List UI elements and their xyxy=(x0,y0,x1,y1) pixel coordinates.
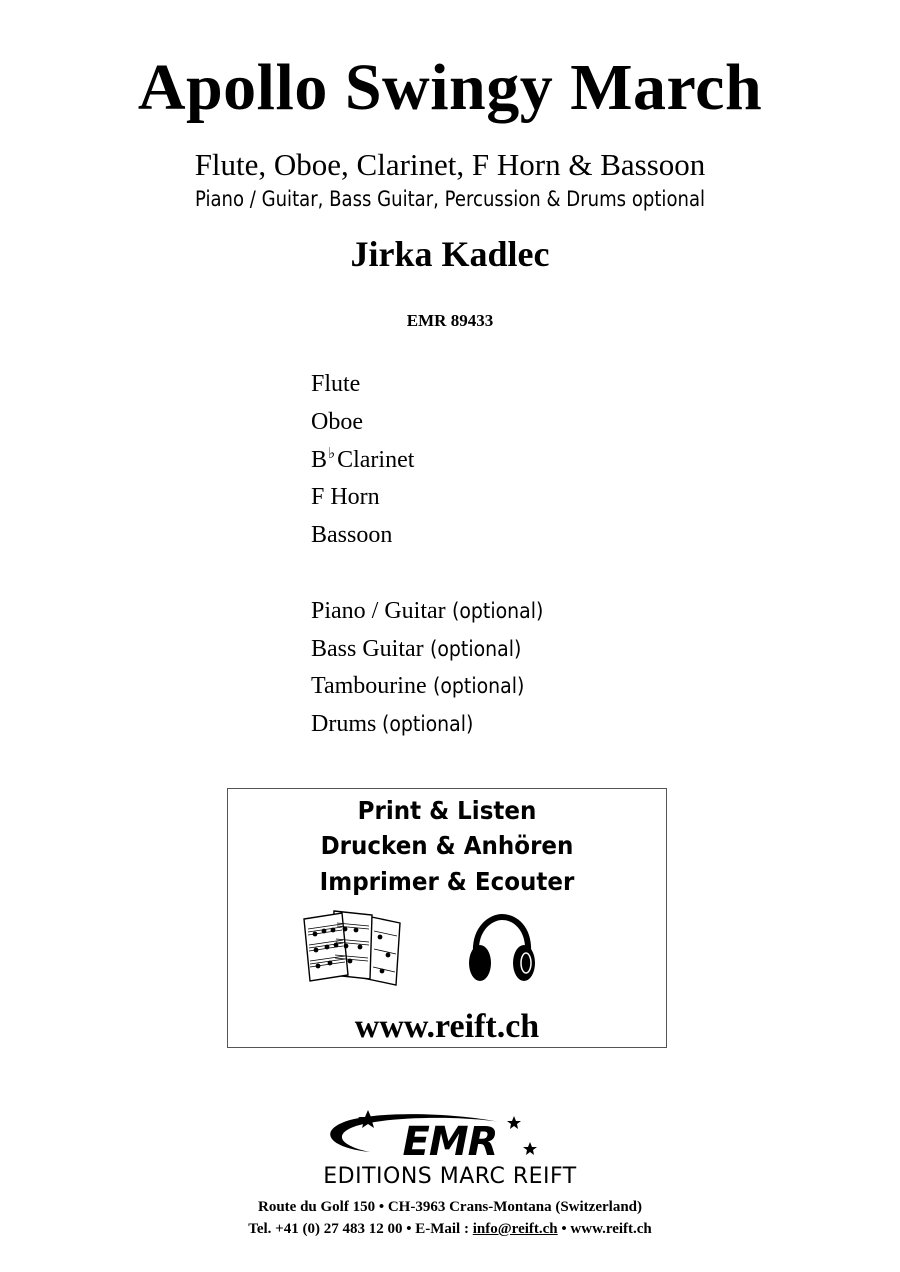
headphones-icon xyxy=(466,913,538,989)
part-item: Flute xyxy=(311,371,361,397)
part-item: Bassoon xyxy=(311,522,393,549)
optional-part-item: Drums (optional) xyxy=(311,711,474,738)
part-item: Oboe xyxy=(311,408,363,435)
publisher-contact: Tel. +41 (0) 27 483 12 00 • E-Mail : info@reift.ch • www.reift.ch xyxy=(248,1221,652,1237)
publisher-website[interactable]: www.reift.ch xyxy=(570,1221,652,1237)
publisher-logo xyxy=(250,1108,650,1192)
part-item: F Horn xyxy=(311,484,380,511)
optional-part-item: Piano / Guitar (optional) xyxy=(311,597,544,624)
promo-line-french: Imprimer & Ecouter xyxy=(319,867,575,896)
print-listen-box xyxy=(227,788,667,1048)
flat-sign: ♭ xyxy=(328,445,336,462)
promo-line-english: Print & Listen xyxy=(357,796,537,825)
page-title: Apollo Swingy March xyxy=(137,51,763,124)
publisher-name: EDITIONS MARC REIFT xyxy=(323,1164,577,1189)
publisher-address: Route du Golf 150 • CH-3963 Crans-Montana (Switzerland) xyxy=(258,1199,642,1215)
logo-emr-text: EMR xyxy=(402,1119,498,1165)
optional-part-item: Bass Guitar (optional) xyxy=(311,635,522,662)
email-link[interactable]: info@reift.ch xyxy=(472,1221,558,1237)
optional-part-item: Tambourine (optional) xyxy=(311,673,524,700)
parts-list xyxy=(311,366,553,744)
instrumentation: Flute, Oboe, Clarinet, F Horn & Bassoon xyxy=(194,147,706,182)
optional-instruments: Piano / Guitar, Bass Guitar, Percussion & Drums optional xyxy=(194,187,706,211)
catalog-number: EMR 89433 xyxy=(406,311,494,330)
promo-line-german: Drucken & Anhören xyxy=(320,831,574,860)
sheet-music-icon xyxy=(300,909,412,989)
email-label: E-Mail : xyxy=(415,1221,469,1237)
website-link[interactable]: www.reift.ch xyxy=(354,1008,540,1045)
part-item: B♭Clarinet xyxy=(311,445,415,473)
phone-number: Tel. +41 (0) 27 483 12 00 xyxy=(248,1221,403,1237)
composer-name: Jirka Kadlec xyxy=(350,234,550,274)
